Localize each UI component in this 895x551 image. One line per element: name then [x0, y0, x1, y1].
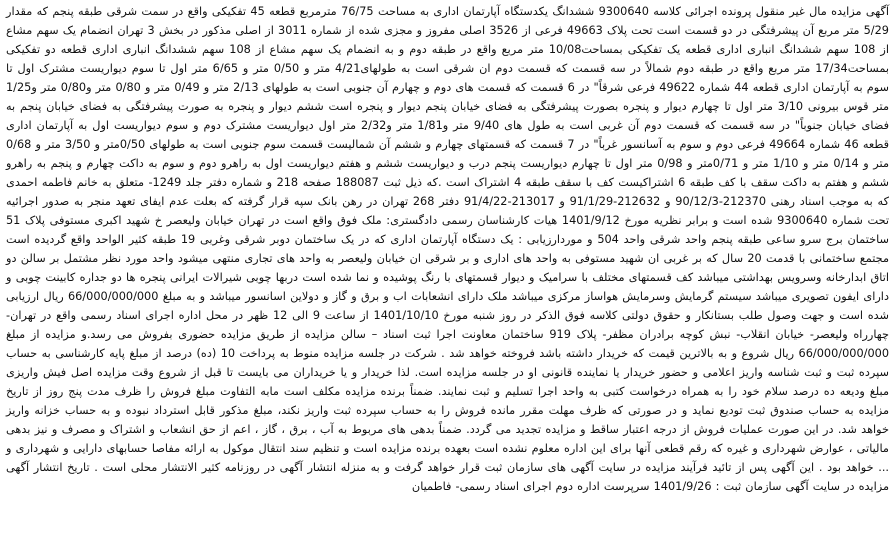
auction-notice-text: آگهی مزایده مال غیر منقول پرونده اجرائی کلاسه 9300640 ششدانگ یکدستگاه آپارتمان اداری به مساحت 76/75 مترمربع قطعه 45 تفکیکی واقع در سمت شرقی طبقه پنجم که مقدار 5/29 متر مربع آن پیشرفتگی در دو قسمت است تحت پلاک 49663 فرعی از 3526 اصلی مفروز و مجزی شده از شماره 3011 از اصلی مذکور در بخش 3 تهران انضمام یک سهم مشاع از 108 سهم ششدانگ انباری اداری قطعه یک تفکیکی بمساحت10/08 متر مربع واقع در طبقه دوم و به انضمام یک سهم مشاع از 108 سهم ششدانگ انباری اداری قطعه دو تفکیکی بمساحت17/34 متر مربع واقع در طبقه دوم شمالاً در سه قسمت که قسمت دوم ان شرقی است به طولهای4/21 متر و 0/50 متر و 6/65 متر اول تا سوم دیواریست مشترک اول تا سوم به آپارتمان اداری قطعه 44 شماره 49622 فرعی شرقاً" در 6 قسمت که قسمت های دوم و چهارم آن جنوبی است به طولهای 2/13 متر و 0/49 متر و 0/80 متر و0/80 متر و1/25 متر قوس بیرونی 3/10 متر اول تا چهارم دیوار و پنجره بصورت پیشرفتگی به فضای خیابان پنجم دیوار و پنجره است ششم دیوار و پنجره به صورت پیشرفتگی به فضای خیابان پنجم به فضای خیابان جنوباً" در سه قسمت که قسمت دوم آن غربی است به طول های 9/40 متر و1/81 متر و2/32 متر اول دیواریست مشترک دوم و سوم دیواریست اول به آپارتمان اداری قطعه 46 شماره 49664 فرعی دوم و سوم به آسانسور غرباً" در 7 قسمت که قسمتهای چهارم و ششم آن شمالیست قسمت سوم جنوبی است به طولهای 0/50متر و 3/50 متر و 0/68 متر و 0/14 متر و 1/10 متر و 0/71متر و 0/98 متر اول تا چهارم دیواریست پنجم درب و دیواریست ششم و هفتم دیواریست اول به راهرو دوم و سوم به داکت چهارم و پنجم به راهرو ششم و هفتم به داکت سقف با کف طبقه 6 اشتراکیست کف با سقف طبقه 4 اشتراک است .که ذیل ثبت 188087 صفحه 218 و شماره دفتر جلد 1249- متعلق به خانم فاطمه احمدی که به موجب اسناد رهنی 212370-90/12/3 و 212632-91/1/29 و 213017-91/4/22 دفتر 268 تهران در رهن بانک سپه قرار گرفته که بعلت عدم ایفای تعهد منجر به صدور اجرائیه تحت شماره 9300640 شده است و برابر نظریه مورخ 1401/9/12 هیات کارشناسان رسمی دادگستری: ملک فوق واقع است در تهران خیابان ولیعصر خ شهید اکبری مستوفی پلاک 51 ساختمان برج سرو ساعی طبقه پنجم واحد شرقی واحد 504 و موردارزیابی : یک دستگاه آپارتمان اداری که در یک ساختمان دوبر شرقی وغربی 19 طبقه کثیر الواحد واقع گردیده است مجتمع ساختمانی با قدمت 20 سال که بر غربی ان شهید مستوفی به واحد های اداری و بر شرقی ان خیابان ولیعصر به واحد های تجاری منتهی میشود واحد مورد نظر مشتمل بر سالن دو اتاق ابدارخانه وسرویس بهداشتی میباشد کف قسمتهای مختلف با سرامیک و دیوار قسمتهای با رنگ پوشیده و نما شده است دربها چوبی شیرالات ایرانی پنجره ها دو جداره کابینت چوبی و دارای ایفون تصویری میباشد سیستم گرمایش وسرمایش هواساز مرکزی میباشد ملک دارای انشعابات اب و برق و گاز و دولاین اسانسور میباشد و به مبلغ 66/000/000/000 ریال ارزیابی شده است و جهت وصول طلب بستانکار و حقوق دولتی کلاسه فوق الذکر در روز شنبه مورخ 1401/10/10 از ساعت 9 الی 12 ظهر در محل اداره اجرای اسناد رسمی واقع در تهران- چهارراه ولیعصر- خیابان انقلاب- نبش کوچه برادران مظفر- پلاک 919 ساختمان معاونت اجرا ثبت اسناد – سالن مزایده از طریق مزایده حضوری بفروش می رسد.و مزایده از مبلغ 66/000/000/000 ریال شروع و به بالاترین قیمت که خریدار داشته باشد فروخته خواهد شد . شرکت در جلسه مزایده منوط به پرداخت 10 (ده) درصد از مبلغ پایه کارشناسی به حساب سپرده ثبت و ثبت شناسه واریز اعلامی و حضور خریدار یا نماینده قانونی او در جلسه مزایده است. لذا خریدار و یا خریداران می بایست تا قبل از شروع وقت مزایده اصل فیش واریزی مبلغ ودیعه ده درصد سلام خود را به همراه درخواست کتبی به واحد اجرا تسلیم و ثبت نمایند. ضمناً برنده مزایده مکلف است مابه التفاوت مبلغ فروش را ظرف مدت پنج روز از تاریخ مزایده به حساب صندوق ثبت تودیع نماید و در صورتی که ظرف مهلت مقرر مانده فروش را به حساب سپرده ثبت واریز نکند، مبلغ مذکور قابل استرداد نبوده و به حساب خزانه واریز خواهد شد. در این صورت عملیات فروش از درجه اعتبار ساقط و مزایده تجدید می گردد. ضمناً بدهی های مربوط به آب ، برق ، گاز ، اعم از حق انشعاب و اشتراک و مصرف و نیز بدهی مالیاتی ، عوارض شهرداری و غیره که رقم قطعی آنها برای این اداره معلوم نشده است بعهده برنده مزایده است و تنظیم سند انتقال موکول به ارائه مفاصا حسابهای دارایی و شهرداری و ... خواهد بود . این آگهی پس از تائید فرآیند مزایده در سایت آگهی های سازمان ثبت قرار خواهد گرفت و به منزله انتشار آگهی در روزنامه کثیر الانتشار محلی است . تاریخ انتشار آگهی مزایده در سایت آگهی سازمان ثبت : 1401/9/26 سرپرست اداره دوم اجرای اسناد رسمی- فاطمیان [6, 5, 890, 493]
